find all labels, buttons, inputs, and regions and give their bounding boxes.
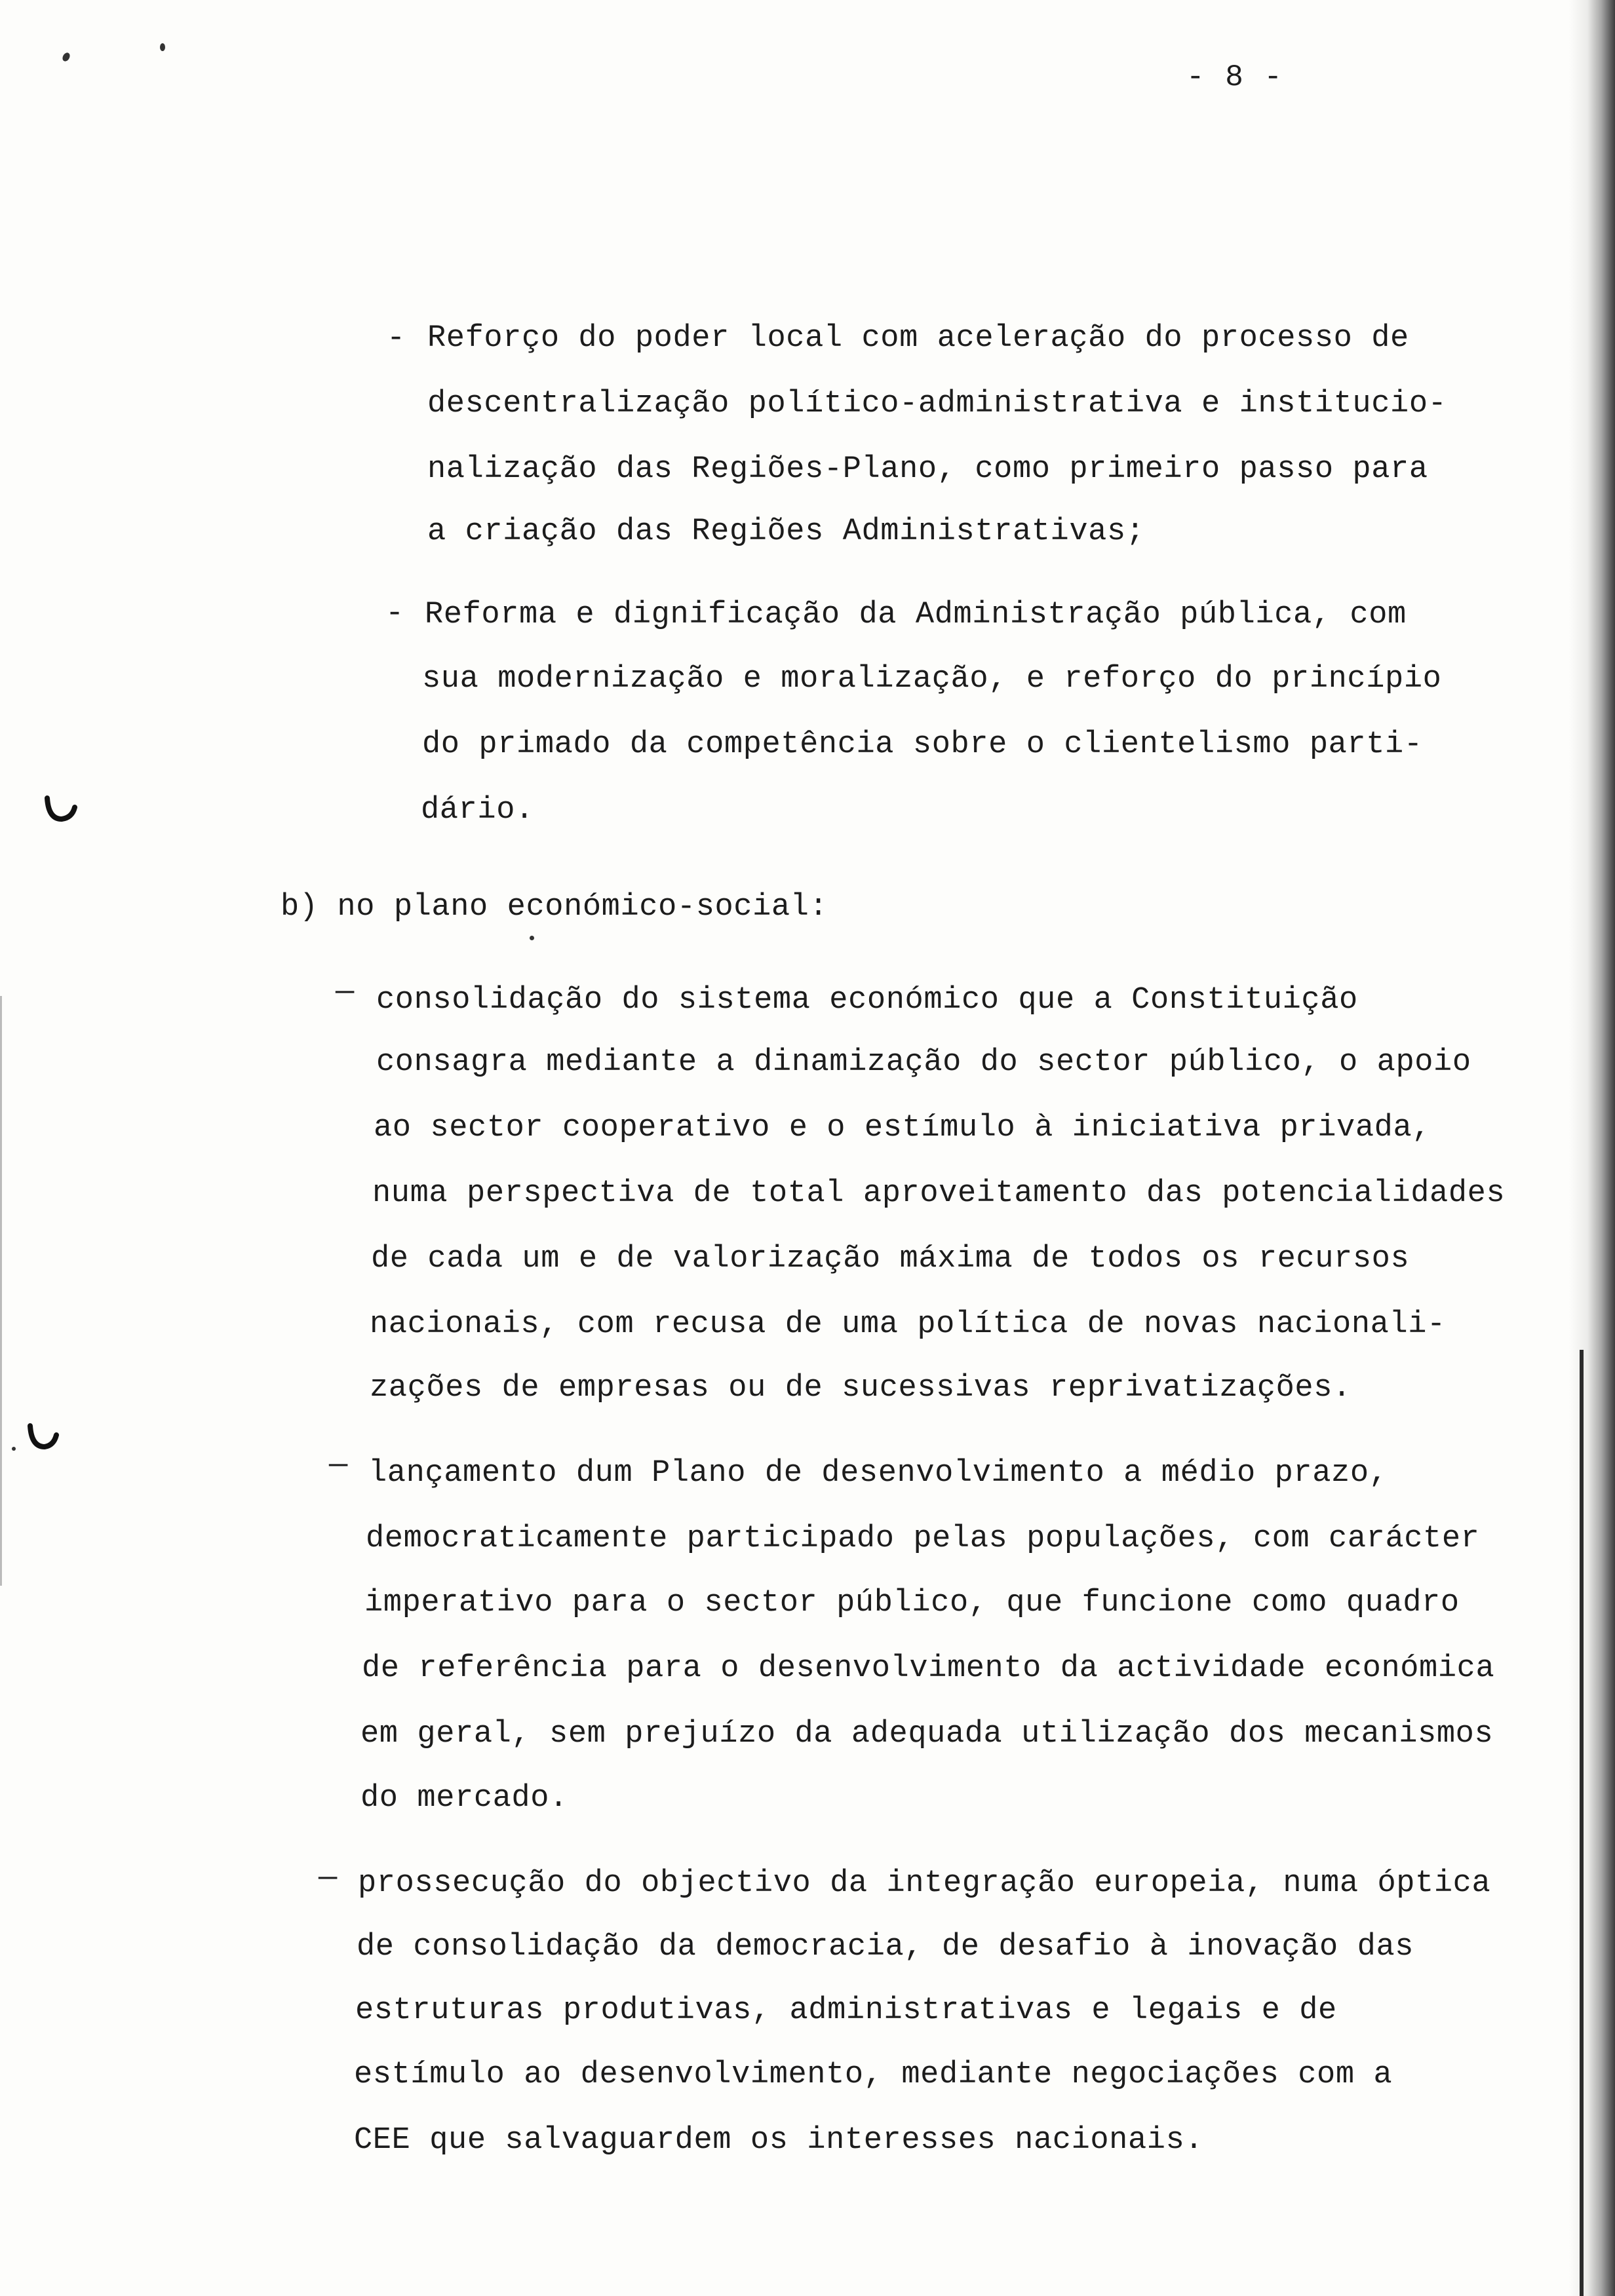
scan-speck xyxy=(61,51,71,62)
list-item-line: imperativo para o sector público, que funcione como quadro xyxy=(364,1586,1460,1620)
list-dash: - xyxy=(387,321,406,356)
list-dash: — xyxy=(329,1448,348,1483)
list-item-line: de consolidação da democracia, de desafio à inovação das xyxy=(357,1930,1414,1964)
list-dash: — xyxy=(336,975,355,1010)
list-item-line: nalização das Regiões-Plano, como primeiro passo para xyxy=(427,452,1428,487)
list-item-line: consolidação do sistema económico que a Constituição xyxy=(376,983,1358,1018)
section-heading: b) no plano económico-social: xyxy=(281,890,828,925)
list-item-line: democraticamente participado pelas populações, com carácter xyxy=(366,1521,1480,1556)
scan-speck xyxy=(12,1447,16,1451)
list-item-line: Reforço do poder local com aceleração do processo de xyxy=(427,321,1409,356)
list-item-line: a criação das Regiões Administrativas; xyxy=(427,514,1145,549)
scan-left-rule xyxy=(0,996,2,1586)
punch-hole-mark-icon xyxy=(45,793,77,826)
list-item-line: ao sector cooperativo e o estímulo à iniciativa privada, xyxy=(374,1111,1431,1145)
list-item-line: descentralização político-administrativa e institucio- xyxy=(427,387,1447,421)
list-dash: — xyxy=(319,1861,338,1896)
list-dash: - xyxy=(385,596,404,631)
scan-edge-shadow xyxy=(1569,0,1615,2296)
punch-hole-mark-icon xyxy=(26,1422,59,1455)
list-item-line: de cada um e de valorização máxima de todos os recursos xyxy=(371,1242,1410,1276)
page-number: - 8 - xyxy=(1186,60,1284,94)
list-item-line: estruturas produtivas, administrativas e legais e de xyxy=(355,1993,1337,2028)
list-item-line: numa perspectiva de total aproveitamento das potencialidades xyxy=(372,1176,1506,1211)
list-item-line: dário. xyxy=(421,793,534,828)
scan-edge-line xyxy=(1580,1350,1584,2296)
list-item-line: Reforma e dignificação da Administração pública, com xyxy=(425,598,1407,632)
scan-speck xyxy=(160,43,165,51)
list-item-line: de referência para o desenvolvimento da actividade económica xyxy=(362,1651,1495,1686)
list-item-line: estímulo ao desenvolvimento, mediante negociações com a xyxy=(354,2057,1393,2092)
list-item-line: lançamento dum Plano de desenvolvimento a médio prazo, xyxy=(368,1456,1388,1491)
list-item-line: nacionais, com recusa de uma política de novas nacionali- xyxy=(370,1307,1446,1342)
list-item-line: prossecução do objectivo da integração europeia, numa óptica xyxy=(358,1866,1491,1901)
scan-speck xyxy=(530,936,534,940)
list-item-line: consagra mediante a dinamização do sector público, o apoio xyxy=(376,1045,1471,1080)
list-item-line: do mercado. xyxy=(360,1781,568,1816)
list-item-line: zações de empresas ou de sucessivas reprivatizações. xyxy=(370,1371,1352,1406)
list-item-line: em geral, sem prejuízo da adequada utilização dos mecanismos xyxy=(360,1717,1494,1751)
list-item-line: CEE que salvaguardem os interesses nacionais. xyxy=(354,2123,1204,2158)
list-item-line: sua modernização e moralização, e reforço do princípio xyxy=(422,662,1442,697)
list-item-line: do primado da competência sobre o clientelismo parti- xyxy=(422,727,1423,762)
